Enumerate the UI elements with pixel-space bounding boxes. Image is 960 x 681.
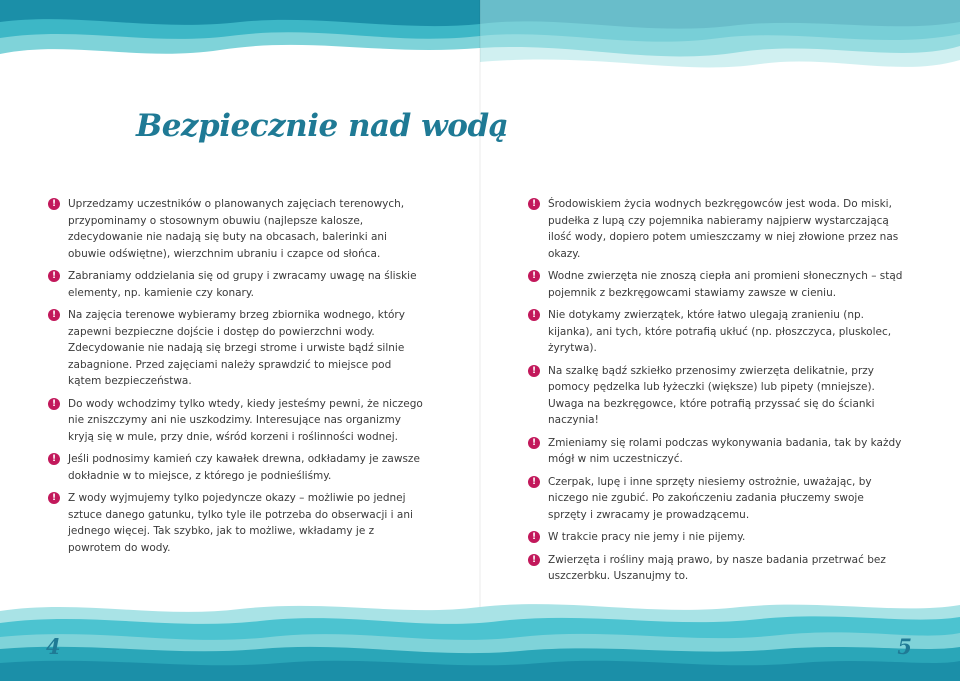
left-column [48,196,423,562]
bottom-wave-decoration [0,591,960,681]
list-item-text: Wodne zwierzęta nie znoszą ciepła ani promieni słonecznych – stąd pojemnik z bezkręgowcami stawiamy zawsze w cieniu. [548,270,903,299]
list-item [528,435,903,468]
exclamation-icon: ! [48,270,60,282]
page-number-right: 5 [897,634,912,659]
list-item [528,307,903,357]
list-item [48,396,423,446]
list-item-text: Nie dotykamy zwierzątek, które łatwo ulegają zranieniu (np. kijanka), ani tych, które potrafią ukłuć (np. płoszczyca, pluskolec, żyrytwa). [548,309,892,354]
list-item-text: Do wody wchodzimy tylko wtedy, kiedy jesteśmy pewni, że niczego nie zniszczymy ani nie uszkodzimy. Interesujące nas organizmy kryją się w mule, przy dnie, wśród korzeni i roślinności wodnej. [68,397,423,443]
list-item-text: Zmieniamy się rolami podczas wykonywania badania, tak by każdy mógł w nim uczestniczyć. [548,436,902,465]
list-item [528,529,903,546]
list-item-text: Jeśli podnosimy kamień czy kawałek drewna, odkładamy je zawsze dokładnie w to miejsce, z którego je podnieśliśmy. [68,453,420,482]
list-item-text: Na zajęcia terenowe wybieramy brzeg zbiornika wodnego, który zapewni bezpieczne dojście i dostęp do powierzchni wody. Zdecydowanie nie nadają się brzegi strome i urwiste bądź silnie zabagnione. Przed zajęciami należy sprawdzić to miejsce pod kątem bezpieczeństwa. [68,309,405,387]
exclamation-icon: ! [528,198,540,210]
list-item [528,268,903,301]
exclamation-icon: ! [48,398,60,410]
exclamation-icon: ! [48,492,60,504]
list-item-text: Czerpak, lupę i inne sprzęty niesiemy ostrożnie, uważając, by niczego nie zgubić. Po zakończeniu zadania płuczemy swoje sprzęty i zwracamy je prowadzącemu. [548,475,872,521]
exclamation-icon: ! [528,270,540,282]
list-item [48,196,423,262]
list-item [48,451,423,484]
list-item-text: Środowiskiem życia wodnych bezkręgowców jest woda. Do miski, pudełka z lupą czy pojemnika nabieramy najpierw wystarczającą ilość wody, dopiero potem umieszczamy w niej złowione przez nas okazy. [548,198,899,260]
list-item [528,196,903,262]
exclamation-icon: ! [528,554,540,566]
list-item-text: Uprzedzamy uczestników o planowanych zajęciach terenowych, przypominamy o stosownym obuwiu (najlepsze kalosze, zdecydowanie nie nadają się buty na obcasach, balerinki ani obuwie odświętne), wierzchnim ubraniu i czapce od słońca. [68,198,405,260]
exclamation-icon: ! [528,476,540,488]
page-number-left: 4 [46,634,61,659]
list-item [528,474,903,524]
exclamation-icon: ! [528,309,540,321]
list-item [528,363,903,429]
exclamation-icon: ! [48,309,60,321]
list-item [48,307,423,390]
page-spine [479,0,481,681]
page-title: Bezpiecznie nad wodą [136,108,509,144]
list-item-text: Z wody wyjmujemy tylko pojedyncze okazy – możliwie po jednej sztuce danego gatunku, tylko tyle ile potrzeba do obserwacji i ani jednego więcej. Tak szybko, jak to możliwe, wkładamy je z powrotem do wody. [68,492,413,554]
list-item-text: Zwierzęta i rośliny mają prawo, by nasze badania przetrwać bez uszczerbku. Uszanujmy to. [548,553,886,582]
list-item [528,552,903,585]
exclamation-icon: ! [528,365,540,377]
exclamation-icon: ! [48,198,60,210]
exclamation-icon: ! [528,531,540,543]
right-column [528,196,903,591]
exclamation-icon: ! [528,437,540,449]
list-item [48,268,423,301]
list-item-text: Na szalkę bądź szkiełko przenosimy zwierzęta delikatnie, przy pomocy pędzelka lub łyżeczki (większe) lub pipety (mniejsze). Uwaga na bezkręgowce, które potrafią przyssać się do ścianki naczynia! [548,364,875,426]
list-item [48,490,423,556]
exclamation-icon: ! [48,453,60,465]
list-item-text: W trakcie pracy nie jemy i nie pijemy. [548,531,746,543]
list-item-text: Zabraniamy oddzielania się od grupy i zwracamy uwagę na śliskie elementy, np. kamienie czy konary. [68,270,417,299]
